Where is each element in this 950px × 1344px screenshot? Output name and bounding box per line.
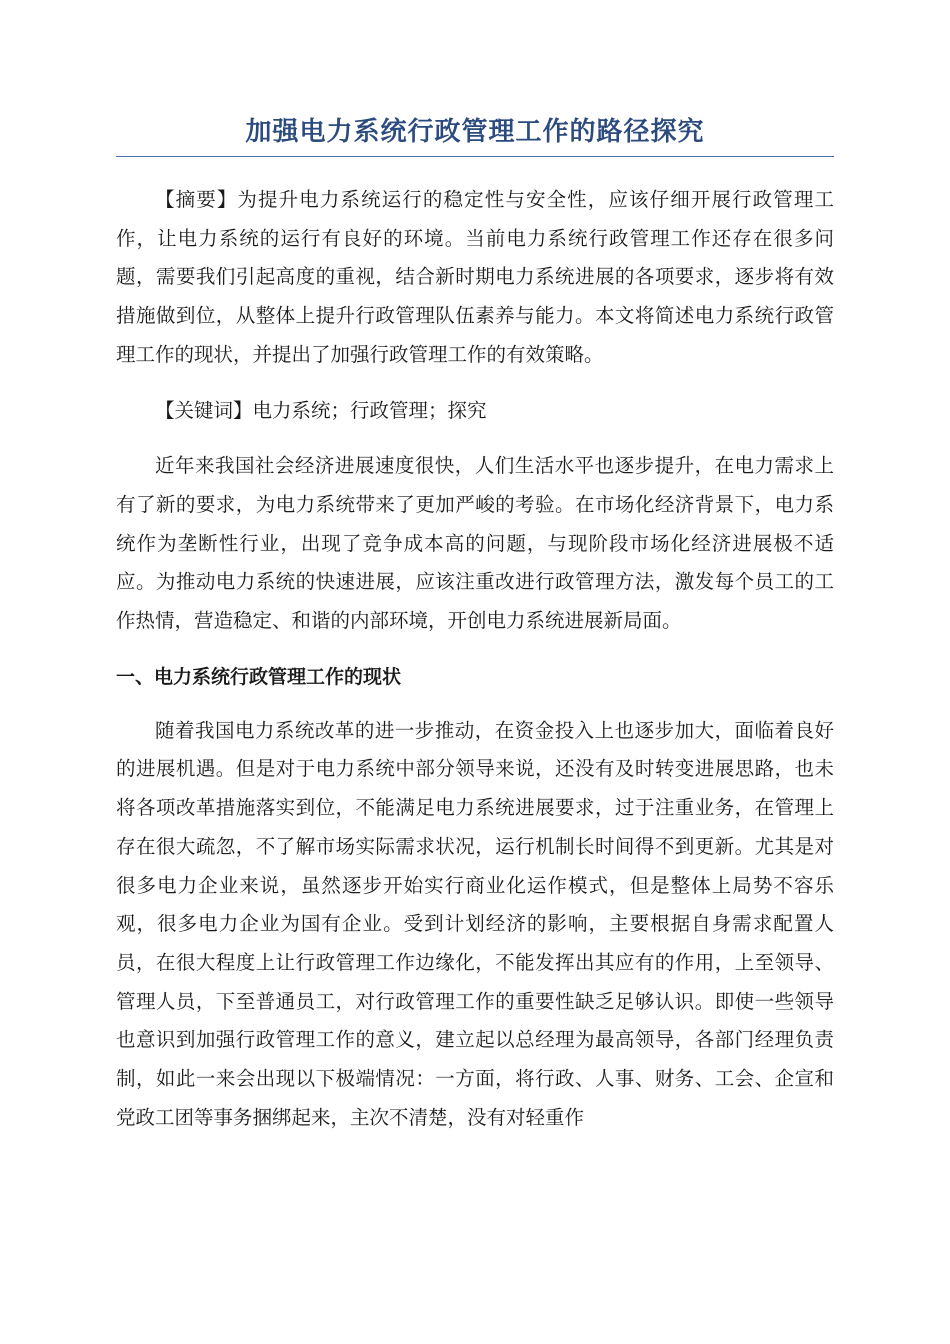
abstract-paragraph: 【摘要】为提升电力系统运行的稳定性与安全性，应该仔细开展行政管理工作，让电力系统的运行有良好的环境。当前电力系统行政管理工作还存在很多问题，需要我们引起高度的重视，结合新时期电力系统进展的各项要求，逐步将有效措施做到位，从整体上提升行政管理队伍素养与能力。本文将简述电力系统行政管理工作的现状，并提出了加强行政管理工作的有效策略。 bbox=[116, 188, 834, 366]
section-body-paragraph: 随着我国电力系统改革的进一步推动，在资金投入上也逐步加大，面临着良好的进展机遇。但是对于电力系统中部分领导来说，还没有及时转变进展思路，也未将各项改革措施落实到位，不能满足电力系统进展要求，过于注重业务，在管理上存在很大疏忽，不了解市场实际需求状况，运行机制长时间得不到更新。尤其是对很多电力企业来说，虽然逐步开始实行商业化运作模式，但是整体上局势不容乐观，很多电力企业为国有企业。受到计划经济的影响，主要根据自身需求配置人员，在很大程度上让行政管理工作边缘化，不能发挥出其应有的作用，上至领导、管理人员，下至普通员工，对行政管理工作的重要性缺乏足够认识。即使一些领导也意识到加强行政管理工作的意义，建立起以总经理为最高领导，各部门经理负责制，如此一来会出现以下极端情况：一方面，将行政、人事、财务、工会、企宣和党政工团等事务捆绑起来，主次不清楚，没有对轻重作 bbox=[116, 718, 834, 1129]
intro-paragraph: 近年来我国社会经济进展速度很快，人们生活水平也逐步提升，在电力需求上有了新的要求，为电力系统带来了更加严峻的考验。在市场化经济背景下，电力系统作为垄断性行业，出现了竞争成本高的问题，与现阶段市场化经济进展极不适应。为推动电力系统的快速进展，应该注重改进行政管理方法，激发每个员工的工作热情，营造稳定、和谐的内部环境，开创电力系统进展新局面。 bbox=[116, 454, 834, 633]
section-heading: 一、电力系统行政管理工作的现状 bbox=[116, 665, 402, 688]
document-page bbox=[116, 108, 834, 1154]
title-underline bbox=[116, 156, 834, 157]
document-title: 加强电力系统行政管理工作的路径探究 bbox=[245, 117, 705, 147]
keywords-paragraph: 【关键词】电力系统；行政管理；探究 bbox=[155, 398, 487, 422]
